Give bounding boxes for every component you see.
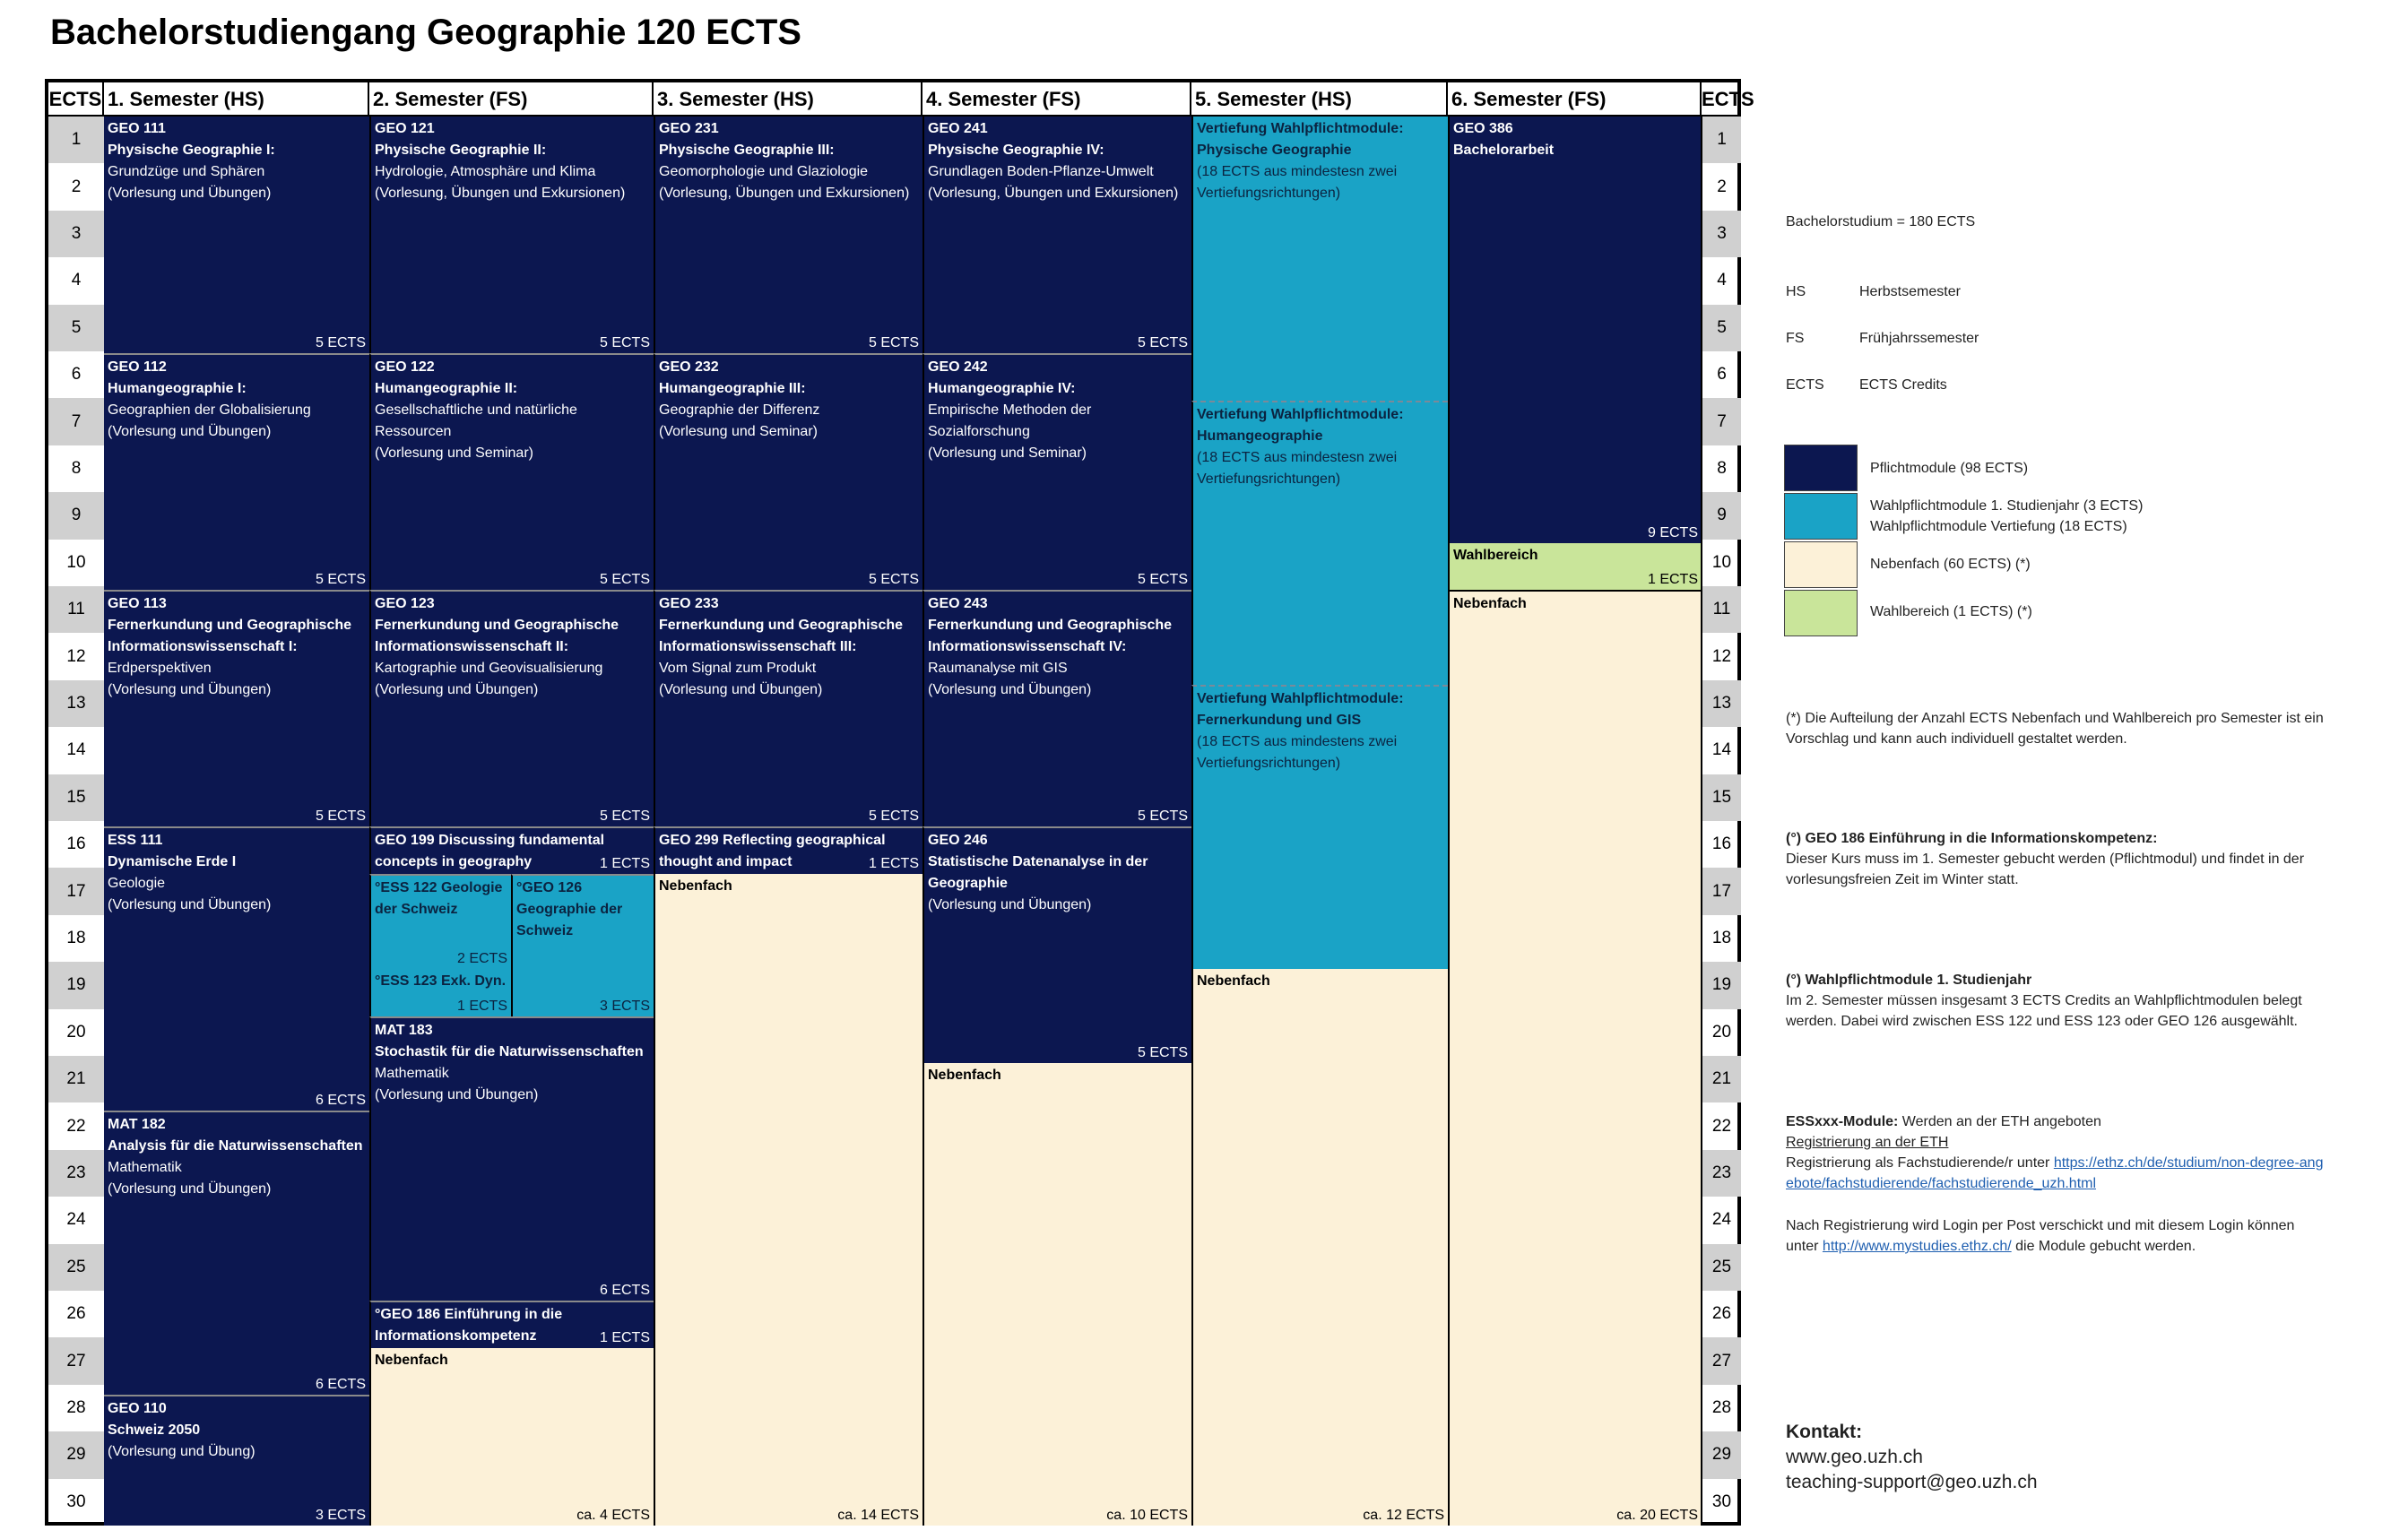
column-divider (1701, 117, 1702, 1526)
module-title: °ESS 123 Exk. Dyn. (375, 973, 507, 989)
module-ects: 5 ECTS (1137, 1045, 1188, 1060)
module-geo-121 (369, 117, 654, 353)
module-line: (Vorlesung und Seminar) (659, 424, 818, 439)
row-number-left: 11 (48, 586, 104, 633)
ess-registration-link[interactable]: https://ethz.ch/de/studium/non-degree-angebote/fachstudierende/fachstudierende_uzh.html (1786, 1155, 2324, 1191)
row-number-right: 28 (1711, 1397, 1732, 1417)
module-line: (Vorlesung und Übungen) (375, 682, 539, 697)
wahlbereich-semester-6 (1448, 543, 1702, 590)
module-geo-386 (1448, 117, 1702, 543)
wahlbereich-ects: 1 ECTS (1647, 572, 1698, 587)
module-title: Stochastik für die Naturwissenschaften (375, 1044, 644, 1059)
contact-email-link[interactable]: teaching-support@geo.uzh.ch (1786, 1472, 2038, 1492)
module-code: GEO 112 (108, 359, 167, 375)
nebenfach-ects: ca. 10 ECTS (1106, 1508, 1188, 1523)
row-number-left: 17 (48, 868, 104, 914)
module-ects: 5 ECTS (599, 335, 650, 350)
header-semester-1: 1. Semester (HS) (104, 82, 369, 117)
header-ects-left: ECTS (48, 82, 104, 117)
module-line: Grundzüge und Sphären (108, 164, 265, 179)
module-line: (Vorlesung und Übungen) (659, 682, 823, 697)
module-line: Geographie der Differenz (659, 402, 820, 418)
module-line: Geographien der Globalisierung (108, 402, 311, 418)
module-geo-246 (922, 826, 1191, 1063)
row-number-left: 23 (48, 1150, 104, 1197)
module-title: Dynamische Erde I (108, 854, 237, 869)
row-number-left: 19 (48, 962, 104, 1008)
module-line: (Vorlesung und Übungen) (108, 424, 272, 439)
module-ects: 5 ECTS (315, 572, 366, 587)
row-number-right: 20 (1711, 1022, 1732, 1042)
contact-title: Kontakt: (1786, 1422, 1863, 1442)
mystudies-link[interactable]: http://www.mystudies.ethz.ch/ (1822, 1239, 2012, 1254)
module-mat-183 (369, 1016, 654, 1301)
module-line: (18 ECTS aus mindestesn zwei Vertiefungsrichtungen) (1197, 164, 1398, 201)
module-geo-199 (369, 826, 654, 874)
row-number-left: 15 (48, 774, 104, 821)
abbr-fs-key: FS (1786, 331, 1805, 346)
row-number-right: 22 (1711, 1116, 1732, 1136)
module-geo-113 (104, 590, 369, 826)
ess-registration-text: Registrierung als Fachstudierende/r unter (1786, 1155, 2054, 1171)
abbr-fs-value: Frühjahrssemester (1859, 331, 1979, 346)
row-number-left: 9 (48, 492, 104, 539)
module-code: GEO 123 (375, 596, 435, 611)
row-number-right: 21 (1702, 1056, 1741, 1102)
nebenfach-ects: ca. 4 ECTS (576, 1508, 650, 1523)
module-geo-126 (511, 874, 654, 1016)
module-title: °GEO 126 Geographie der Schweiz (516, 880, 623, 938)
note-geo186 (1786, 828, 2324, 890)
page-title: Bachelorstudiengang Geographie 120 ECTS (50, 13, 801, 52)
row-number-left: 27 (48, 1337, 104, 1384)
legend-wahlbereich: Wahlbereich (1 ECTS) (*) (1870, 604, 2032, 619)
nebenfach-semester-6 (1448, 590, 1702, 1526)
module-title: Statistische Datenanalyse in der Geographie (928, 854, 1148, 891)
row-number-right: 9 (1702, 492, 1741, 539)
module-geo-112 (104, 353, 369, 590)
row-number-left: 29 (48, 1431, 104, 1478)
header-semester-3: 3. Semester (HS) (654, 82, 922, 117)
legend-swatch-nebenfach (1784, 541, 1858, 588)
contact-website-link[interactable]: www.geo.uzh.ch (1786, 1447, 1923, 1467)
nebenfach-label: Nebenfach (1453, 596, 1527, 611)
row-number-right: 6 (1717, 365, 1727, 385)
module-line: Geomorphologie und Glaziologie (659, 164, 869, 179)
module-code: ESS 111 (108, 833, 163, 848)
module-ects: 5 ECTS (599, 572, 650, 587)
module-line: (Vorlesung, Übungen und Exkursionen) (928, 186, 1179, 201)
row-number-left: 8 (71, 458, 82, 478)
module-title: °ESS 122 Geologie der Schweiz (375, 880, 503, 917)
module-title: Schweiz 2050 (108, 1422, 201, 1438)
row-number-left: 7 (48, 398, 104, 445)
module-ects: 6 ECTS (315, 1377, 366, 1392)
module-title: °GEO 186 Einführung in die Informationskompetenz (375, 1307, 563, 1344)
nebenfach-semester-4 (922, 1063, 1191, 1526)
module-title: Analysis für die Naturwissenschaften (108, 1138, 363, 1154)
module-line: (Vorlesung und Übungen) (928, 682, 1092, 697)
module-code: GEO 242 (928, 359, 988, 375)
module-ects: 5 ECTS (1137, 572, 1188, 587)
module-line: Gesellschaftliche und natürliche Ressourcen (375, 402, 577, 439)
module-geo-111 (104, 117, 369, 353)
row-number-right: 29 (1702, 1431, 1741, 1478)
study-plan-grid (45, 79, 1754, 1526)
module-ects: 5 ECTS (868, 335, 919, 350)
module-line: (Vorlesung und Übung) (108, 1444, 256, 1459)
module-geo-299 (654, 826, 922, 874)
row-number-left: 6 (71, 365, 82, 385)
module-geo-232 (654, 353, 922, 590)
module-ects: 5 ECTS (315, 808, 366, 824)
module-ects: 1 ECTS (599, 856, 650, 871)
module-ess-122 (369, 874, 511, 969)
header-ects-right: ECTS (1702, 82, 1741, 117)
module-line: (Vorlesung und Übungen) (375, 1087, 539, 1102)
module-title: GEO 199 Discussing fundamental concepts in geography (375, 833, 605, 869)
row-number-left: 16 (66, 834, 86, 854)
module-title: Vertiefung Wahlpflichtmodule: Humangeographie (1197, 407, 1404, 444)
login-text-1: Nach Registrierung wird Login per Post verschickt und mit diesem Login können unter (1786, 1218, 2295, 1254)
login-text-2: die Module gebucht werden. (2011, 1239, 2196, 1254)
legend-wahlpflicht-2: Wahlpflichtmodule Vertiefung (18 ECTS) (1870, 519, 2127, 534)
module-code: GEO 113 (108, 596, 167, 611)
module-title: Physische Geographie IV: (928, 143, 1104, 158)
legend-swatch-wahlpflicht (1784, 493, 1858, 540)
module-ects: 5 ECTS (315, 335, 366, 350)
module-line: (18 ECTS aus mindestens zwei Vertiefungsrichtungen) (1197, 734, 1398, 771)
row-number-left: 28 (66, 1397, 86, 1417)
ess-text: Werden an der ETH angeboten (1898, 1114, 2101, 1129)
legend-nebenfach: Nebenfach (60 ECTS) (*) (1870, 557, 2031, 572)
legend-wahlpflicht-1: Wahlpflichtmodule 1. Studienjahr (3 ECTS) (1870, 498, 2144, 514)
header-semester-2: 2. Semester (FS) (369, 82, 654, 117)
module-ess-123 (369, 969, 511, 1016)
module-title: Humangeographie IV: (928, 381, 1076, 396)
module-mat-182 (104, 1111, 369, 1395)
row-number-right: 14 (1711, 740, 1732, 760)
module-code: GEO 386 (1453, 121, 1513, 136)
module-line: (18 ECTS aus mindestesn zwei Vertiefungsrichtungen) (1197, 450, 1398, 487)
nebenfach-ects: ca. 20 ECTS (1616, 1508, 1698, 1523)
module-title: Humangeographie II: (375, 381, 518, 396)
row-number-right: 4 (1717, 271, 1727, 290)
row-number-right: 3 (1702, 211, 1741, 257)
row-number-left: 20 (66, 1022, 86, 1042)
module-vertiefung-fernerkundung-gis (1191, 685, 1448, 969)
module-ects: 5 ECTS (868, 808, 919, 824)
row-number-right: 16 (1711, 834, 1732, 854)
row-number-right: 12 (1711, 646, 1732, 666)
module-ects: 2 ECTS (456, 951, 507, 966)
note-geo186-text: Dieser Kurs muss im 1. Semester gebucht werden (Pflichtmodul) und findet in der vorlesungsfreien Zeit im Winter statt. (1786, 852, 2305, 887)
module-ects: 3 ECTS (599, 999, 650, 1014)
row-number-left: 30 (66, 1491, 86, 1511)
module-title: Fernerkundung und Geographische Informationswissenschaft III: (659, 618, 904, 654)
nebenfach-label: Nebenfach (375, 1353, 448, 1368)
module-line: (Vorlesung und Übungen) (928, 897, 1092, 912)
row-number-left: 24 (66, 1210, 86, 1230)
module-vertiefung-humangeographie (1191, 401, 1448, 685)
module-line: (Vorlesung und Übungen) (108, 1181, 272, 1197)
module-line: Mathematik (108, 1160, 182, 1175)
abbr-ects-value: ECTS Credits (1859, 377, 1947, 393)
module-line: Kartographie und Geovisualisierung (375, 661, 603, 676)
module-line: Hydrologie, Atmosphäre und Klima (375, 164, 596, 179)
row-number-left: 4 (71, 271, 82, 290)
module-ects: 6 ECTS (599, 1283, 650, 1298)
nebenfach-semester-5 (1191, 969, 1448, 1526)
module-line: (Vorlesung, Übungen und Exkursionen) (375, 186, 626, 201)
row-number-left: 13 (48, 680, 104, 727)
module-vertiefung-physische-geographie (1191, 117, 1448, 401)
module-title: Fernerkundung und Geographische Informationswissenschaft II: (375, 618, 619, 654)
header-semester-5: 5. Semester (HS) (1191, 82, 1448, 117)
module-line: Geologie (108, 876, 166, 891)
note-wahlpflicht-title: (°) Wahlpflichtmodule 1. Studienjahr (1786, 973, 2032, 988)
module-ects: 6 ECTS (315, 1093, 366, 1108)
module-title: Humangeographie I: (108, 381, 247, 396)
row-number-right: 17 (1702, 868, 1741, 914)
module-title: Physische Geographie III: (659, 143, 835, 158)
row-number-left: 26 (66, 1304, 86, 1324)
module-code: GEO 110 (108, 1401, 167, 1416)
row-number-right: 8 (1717, 458, 1727, 478)
abbr-hs-value: Herbstsemester (1859, 284, 1961, 299)
ess-registration-heading: Registrierung an der ETH (1786, 1135, 1949, 1150)
row-number-left: 18 (66, 928, 86, 947)
module-line: Erdperspektiven (108, 661, 212, 676)
module-code: GEO 243 (928, 596, 988, 611)
abbr-hs-key: HS (1786, 284, 1806, 299)
total-ects-note: Bachelorstudium = 180 ECTS (1786, 214, 1976, 229)
module-geo-233 (654, 590, 922, 826)
nebenfach-ects: ca. 14 ECTS (837, 1508, 919, 1523)
module-code: GEO 241 (928, 121, 988, 136)
note-wahlpflicht (1786, 970, 2306, 1032)
module-line: (Vorlesung und Übungen) (108, 897, 272, 912)
module-ects: 1 ECTS (868, 856, 919, 871)
note-ess-modules (1786, 1111, 2324, 1194)
note-login (1786, 1215, 2315, 1257)
row-number-right: 13 (1702, 680, 1741, 727)
module-ects: 5 ECTS (868, 572, 919, 587)
row-number-right: 23 (1702, 1150, 1741, 1197)
module-line: (Vorlesung und Übungen) (108, 682, 272, 697)
module-ects: 1 ECTS (599, 1330, 650, 1345)
row-number-right: 1 (1702, 117, 1741, 163)
module-line: Vom Signal zum Produkt (659, 661, 817, 676)
ess-title: ESSxxx-Module: (1786, 1114, 1899, 1129)
module-code: GEO 111 (108, 121, 166, 136)
module-line: (Vorlesung und Seminar) (375, 445, 533, 461)
row-number-left: 21 (48, 1056, 104, 1102)
row-number-right: 11 (1702, 586, 1741, 633)
module-ects: 5 ECTS (599, 808, 650, 824)
module-title: Bachelorarbeit (1453, 143, 1555, 158)
row-number-left: 2 (71, 177, 82, 196)
row-number-left: 5 (48, 305, 104, 351)
row-number-right: 24 (1711, 1210, 1732, 1230)
module-ects: 5 ECTS (1137, 808, 1188, 824)
module-code: GEO 231 (659, 121, 719, 136)
row-number-right: 27 (1702, 1337, 1741, 1384)
module-code: GEO 246 (928, 833, 988, 848)
row-number-left: 22 (66, 1116, 86, 1136)
module-line: (Vorlesung und Übungen) (108, 186, 272, 201)
module-geo-186 (369, 1301, 654, 1348)
module-geo-122 (369, 353, 654, 590)
row-number-right: 10 (1711, 552, 1732, 572)
module-line: Empirische Methoden der Sozialforschung (928, 402, 1092, 439)
module-geo-241 (922, 117, 1191, 353)
nebenfach-label: Nebenfach (659, 878, 732, 894)
module-code: GEO 121 (375, 121, 435, 136)
module-line: (Vorlesung, Übungen und Exkursionen) (659, 186, 910, 201)
row-number-left: 12 (66, 646, 86, 666)
module-geo-243 (922, 590, 1191, 826)
nebenfach-semester-3 (654, 874, 922, 1526)
module-title: GEO 299 Reflecting geographical thought and impact (659, 833, 886, 869)
row-number-right: 15 (1702, 774, 1741, 821)
module-line: (Vorlesung und Seminar) (928, 445, 1087, 461)
nebenfach-label: Nebenfach (1197, 973, 1270, 989)
row-number-left: 25 (48, 1244, 104, 1291)
module-title: Physische Geographie II: (375, 143, 547, 158)
module-line: Raumanalyse mit GIS (928, 661, 1068, 676)
row-number-right: 18 (1711, 928, 1732, 947)
module-geo-242 (922, 353, 1191, 590)
module-ess-111 (104, 826, 369, 1111)
note-wahlpflicht-text: Im 2. Semester müssen insgesamt 3 ECTS Credits an Wahlpflichtmodulen belegt werden. Dabei wird zwischen ESS 122 und ESS 123 oder GEO 126 ausgewählt. (1786, 993, 2302, 1029)
module-geo-110 (104, 1395, 369, 1526)
module-title: Fernerkundung und Geographische Informationswissenschaft I: (108, 618, 352, 654)
module-code: MAT 183 (375, 1023, 433, 1038)
module-geo-123 (369, 590, 654, 826)
module-ects: 1 ECTS (456, 999, 507, 1014)
module-code: GEO 232 (659, 359, 719, 375)
note-nebenfach-verteilung: (*) Die Aufteilung der Anzahl ECTS Nebenfach und Wahlbereich pro Semester ist ein Vorschlag und kann auch individuell gestaltet werden. (1786, 711, 2324, 747)
module-code: GEO 122 (375, 359, 435, 375)
module-line: Mathematik (375, 1066, 449, 1081)
row-number-left: 1 (48, 117, 104, 163)
row-number-left: 3 (48, 211, 104, 257)
module-ects: 9 ECTS (1647, 525, 1698, 540)
row-number-right: 30 (1711, 1491, 1732, 1511)
nebenfach-ects: ca. 12 ECTS (1363, 1508, 1444, 1523)
abbr-ects-key: ECTS (1786, 377, 1824, 393)
module-title: Vertiefung Wahlpflichtmodule: Physische Geographie (1197, 121, 1404, 158)
legend-pflicht: Pflichtmodule (98 ECTS) (1870, 461, 2029, 476)
legend-swatch-wahlbereich (1784, 590, 1858, 636)
module-code: GEO 233 (659, 596, 719, 611)
row-number-right: 25 (1702, 1244, 1741, 1291)
nebenfach-semester-2 (369, 1348, 654, 1526)
module-title: Fernerkundung und Geographische Informationswissenschaft IV: (928, 618, 1173, 654)
module-title: Physische Geographie I: (108, 143, 275, 158)
row-number-right: 2 (1717, 177, 1727, 196)
row-number-left: 10 (66, 552, 86, 572)
module-code: MAT 182 (108, 1117, 166, 1132)
module-geo-231 (654, 117, 922, 353)
row-number-right: 26 (1711, 1304, 1732, 1324)
module-title: Vertiefung Wahlpflichtmodule: Fernerkundung und GIS (1197, 691, 1404, 728)
header-semester-6: 6. Semester (FS) (1448, 82, 1702, 117)
wahlbereich-label: Wahlbereich (1453, 548, 1538, 563)
header-semester-4: 4. Semester (FS) (922, 82, 1191, 117)
module-line: Grundlagen Boden-Pflanze-Umwelt (928, 164, 1154, 179)
nebenfach-label: Nebenfach (928, 1068, 1001, 1083)
module-title: Humangeographie III: (659, 381, 806, 396)
legend-swatch-pflicht (1784, 445, 1858, 491)
row-number-left: 14 (66, 740, 86, 760)
row-number-right: 19 (1702, 962, 1741, 1008)
module-ects: 3 ECTS (315, 1508, 366, 1523)
row-number-right: 5 (1702, 305, 1741, 351)
module-ects: 5 ECTS (1137, 335, 1188, 350)
note-geo186-title: (°) GEO 186 Einführung in die Informationskompetenz: (1786, 831, 2158, 846)
row-number-right: 7 (1702, 398, 1741, 445)
